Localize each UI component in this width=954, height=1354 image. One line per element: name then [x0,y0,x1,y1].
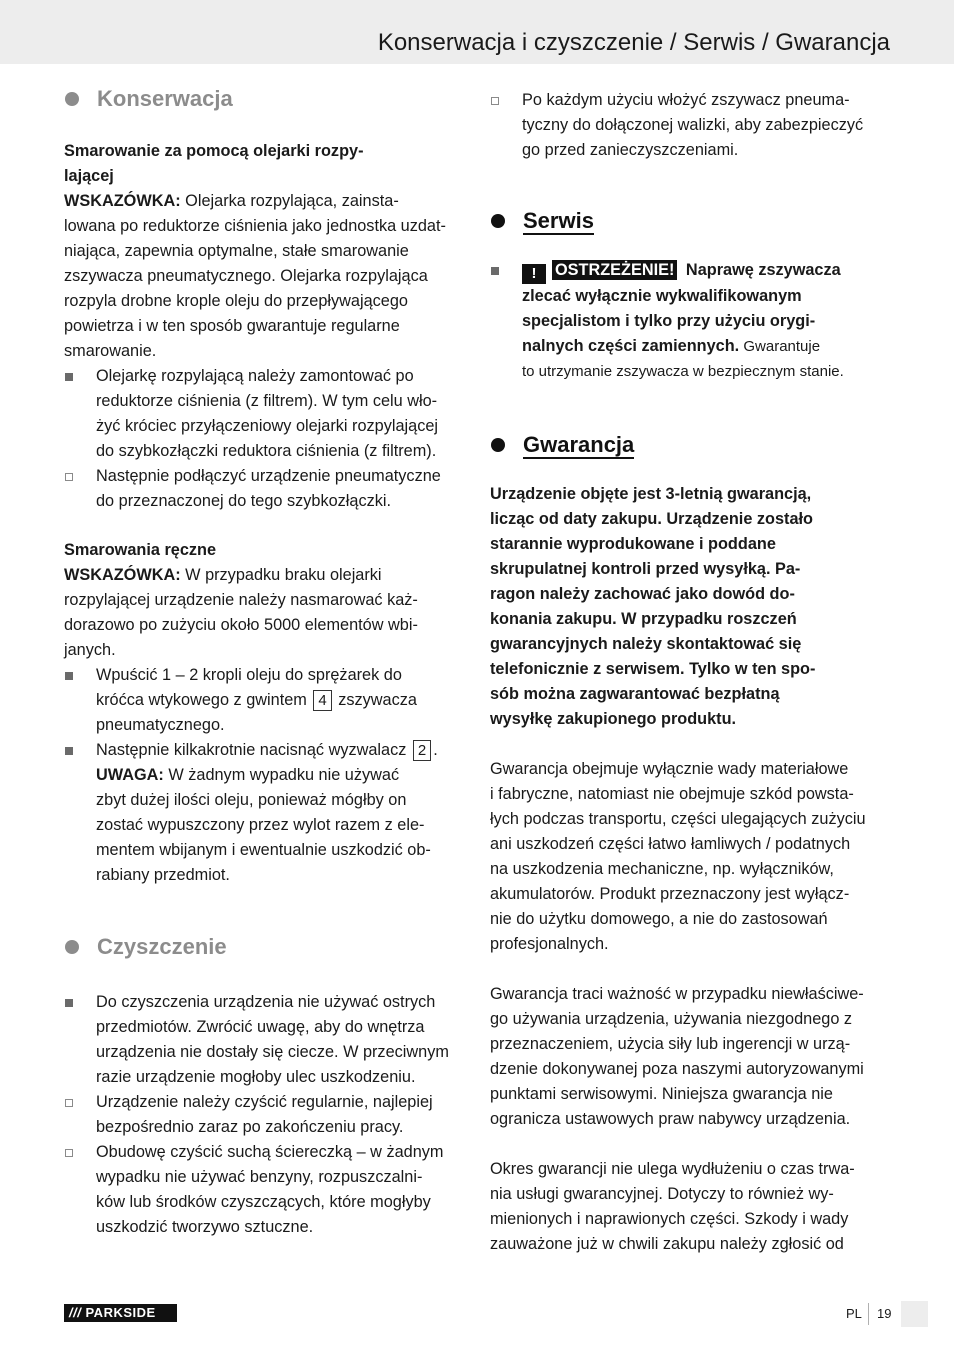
subheading-oil-lubrication: Smarowanie za pomocą olejarki rozpy- lającej [64,142,364,185]
list-item: Następnie podłączyć urządzenie pneumatyczne do przeznaczonej do tego szybkozłączki. [64,464,464,514]
heading-dot-icon [65,940,79,954]
open-square-bullet-icon [65,473,73,481]
heading-czyszczenie: Czyszczenie [64,932,464,962]
square-bullet-icon [491,267,499,275]
square-bullet-icon [65,747,73,755]
footer-tab [901,1301,928,1327]
language-code: PL [846,1306,862,1321]
warranty-summary: Urządzenie objęte jest 3-letnią gwarancją, licząc od daty zakupu. Urządzenie zostało starannie wyprodukowane i poddane skrupulatnej kontroli przed wysyłką. Pa- ragon należy zachować jako dowód do- konania zakupu. W przypadku roszczeń gwarancyjnych należy skontaktować się telefonicznie z serwisem. Tylko w ten spo- sób można zagwarantować bezpłatną wysyłkę zakupionego produktu. [490,485,816,728]
warranty-void: Gwarancja traci ważność w przypadku niewłaściwe- go używania urządzenia, używania niezgodnego z przeznaczeniem, użycia siły lub ingerencji w urzą- dzenie dokonywanej poza naszymi autoryzowanymi punktami serwisowymi. Niniejsza gwarancja nie ogranicza ustawowych praw nabywcy urządzenia. [490,985,864,1128]
right-column [490,88,890,1257]
page-title: Konserwacja i czyszczenie / Serwis / Gwarancja [377,29,890,56]
open-square-bullet-icon [65,1099,73,1107]
footer-divider [868,1303,869,1325]
list-item: Wpuścić 1 – 2 kropli oleju do sprężarek do króćca wtykowego z gwintem 4 zszywacza pneumatycznego. [64,663,464,738]
open-square-bullet-icon [65,1149,73,1157]
parkside-logo: /// PARKSIDE [64,1304,177,1322]
part-number-label: 4 [313,690,331,711]
warning-label: OSTRZEŻENIE! [552,260,677,280]
list-item: Urządzenie należy czyścić regularnie, najlepiej bezpośrednio zaraz po zakończeniu pracy. [64,1090,464,1140]
heading-dot-icon [491,438,505,452]
warranty-coverage: Gwarancja obejmuje wyłącznie wady materiałowe i fabryczne, natomiast nie obejmuje szkód powsta- łych podczas transportu, części ulegających zużyciu ani uszkodzeń części łatwo łamliwych / podatnych na uszkodzenia mechaniczne, np. wyłączników, akumulatorów. Produkt przeznaczony jest wyłącz- nie do użytku domowego, a nie do zastosowań profesjonalnych. [490,760,866,953]
subheading-manual-lubrication: Smarowania ręczne [64,541,217,559]
list-item: Olejarkę rozpylającą należy zamontować po reduktorze ciśnienia (z filtrem). W tym celu wło- żyć króciec przyłączeniowy olejarki rozpylającej do szybkozłączki reduktora ciśnienia (z filtrem). [64,364,464,464]
left-column [64,80,464,1240]
list-item: Do czyszczenia urządzenia nie używać ostrych przedmiotów. Zwrócić uwagę, aby do wnętrza urządzenia nie dostały się ciecze. W przeciwnym razie urządzenie mogłoby ulec uszkodzeniu. [64,990,464,1090]
list-item: Po każdym użyciu włożyć zszywacz pneuma- tyczny do dołączonej walizki, aby zabezpieczyć go przed zanieczyszczeniami. [490,88,890,163]
note-manual: WSKAZÓWKA: W przypadku braku olejarki rozpylającej urządzenie należy nasmarować każ- dorazowo po zużyciu około 5000 elementów wbi- janych. [64,566,418,659]
part-number-label: 2 [413,740,431,761]
heading-serwis: Serwis [490,206,890,236]
warning-triangle-icon: ! [522,264,546,284]
note-oil: WSKAZÓWKA: Olejarka rozpylająca, zainsta- lowana po reduktorze ciśnienia jako jednostka uzdat- niająca, zapewnia optymalne, stałe smarowanie zszywacza pneumatycznego. Olejarka rozpylająca rozpyla drobne krople oleju do przepływającego powietrza i w ten sposób gwarantuje regularne smarowanie. [64,192,446,360]
heading-konserwacja: Konserwacja [64,84,464,114]
list-item: ! OSTRZEŻENIE! Naprawę zszywacza zlecać wyłącznie wykwalifikowanym specjalistom i tylko przy użyciu orygi- nalnych części zamiennych. Gwarantuje to utrzymanie zszywacza w bezpiecznym stanie. [490,258,890,384]
heading-gwarancja: Gwarancja [490,430,890,460]
open-square-bullet-icon [491,97,499,105]
list-item: Następnie kilkakrotnie nacisnąć wyzwalacz 2 . UWAGA: W żadnym wypadku nie używać zbyt dużej ilości oleju, ponieważ mógłby on zostać wypuszczony przez wylot razem z ele- mentem wbijanym i ewentualnie uszkodzić ob- rabiany przedmiot. [64,738,464,888]
square-bullet-icon [65,672,73,680]
heading-dot-icon [491,214,505,228]
list-item: Obudowę czyścić suchą ściereczką – w żadnym wypadku nie używać benzyny, rozpuszczalni- ków lub środków czyszczących, które mogłyby uszkodzić tworzywo sztuczne. [64,1140,464,1240]
page-number: 19 [877,1306,892,1321]
warranty-period: Okres gwarancji nie ulega wydłużeniu o czas trwa- nia usługi gwarancyjnej. Dotyczy to również wy- mienionych i naprawionych części. Szkody i wady zauważone już w chwili zakupu należy zgłosić od [490,1160,855,1253]
square-bullet-icon [65,373,73,381]
square-bullet-icon [65,999,73,1007]
heading-dot-icon [65,92,79,106]
